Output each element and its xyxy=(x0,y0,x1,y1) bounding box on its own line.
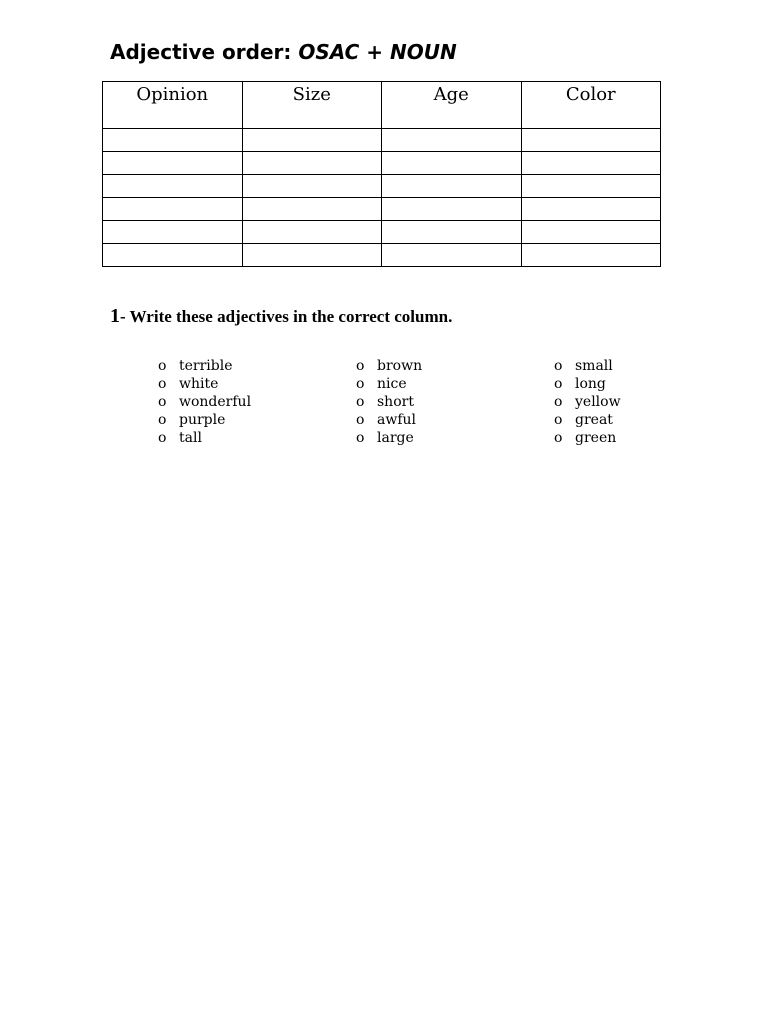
answer-cell[interactable] xyxy=(382,152,522,175)
list-item xyxy=(158,357,251,375)
bullet-icon: o xyxy=(158,394,167,410)
list-item xyxy=(356,429,422,447)
list-item xyxy=(158,411,251,429)
answer-cell[interactable] xyxy=(103,221,243,244)
list-item xyxy=(554,429,621,447)
page-title xyxy=(110,40,457,64)
answer-cell[interactable] xyxy=(242,152,382,175)
answer-cell[interactable] xyxy=(103,244,243,267)
adjective-word: wonderful xyxy=(179,394,252,410)
table-row xyxy=(103,221,661,244)
list-item xyxy=(158,375,251,393)
adjective-word: small xyxy=(575,358,613,374)
table-row xyxy=(103,198,661,221)
bullet-icon: o xyxy=(554,376,563,392)
answer-cell[interactable] xyxy=(242,129,382,152)
word-list-column-2 xyxy=(356,357,422,447)
answer-cell[interactable] xyxy=(521,152,661,175)
exercise-number: 1 xyxy=(110,305,120,327)
list-item xyxy=(158,393,251,411)
column-header-color: Color xyxy=(521,82,661,129)
table-row xyxy=(103,129,661,152)
title-prefix: Adjective order: xyxy=(110,40,299,64)
list-item xyxy=(356,393,422,411)
answer-cell[interactable] xyxy=(382,198,522,221)
adjective-word: nice xyxy=(377,376,407,392)
bullet-icon: o xyxy=(554,412,563,428)
answer-cell[interactable] xyxy=(521,244,661,267)
adjective-word: great xyxy=(575,412,613,428)
exercise-text: - Write these adjectives in the correct column. xyxy=(120,307,453,326)
bullet-icon: o xyxy=(554,394,563,410)
bullet-icon: o xyxy=(356,358,365,374)
title-formula-noun: NOUN xyxy=(390,40,457,64)
adjective-word: brown xyxy=(377,358,423,374)
adjective-word: green xyxy=(575,430,617,446)
bullet-icon: o xyxy=(356,376,365,392)
title-plus: + xyxy=(359,40,390,64)
list-item xyxy=(554,393,621,411)
answer-cell[interactable] xyxy=(521,221,661,244)
column-header-size: Size xyxy=(242,82,382,129)
adjective-order-table xyxy=(102,81,661,267)
bullet-icon: o xyxy=(356,394,365,410)
answer-cell[interactable] xyxy=(382,244,522,267)
bullet-icon: o xyxy=(554,358,563,374)
adjective-word: long xyxy=(575,376,606,392)
answer-cell[interactable] xyxy=(103,175,243,198)
answer-cell[interactable] xyxy=(242,175,382,198)
answer-cell[interactable] xyxy=(521,175,661,198)
exercise-instruction xyxy=(110,305,452,328)
bullet-icon: o xyxy=(158,376,167,392)
word-list-column-1 xyxy=(158,357,251,447)
bullet-icon: o xyxy=(356,430,365,446)
answer-cell[interactable] xyxy=(521,129,661,152)
list-item xyxy=(554,357,621,375)
table-body xyxy=(103,129,661,267)
list-item xyxy=(158,429,251,447)
list-item xyxy=(356,411,422,429)
column-header-age: Age xyxy=(382,82,522,129)
list-item xyxy=(554,375,621,393)
bullet-icon: o xyxy=(158,430,167,446)
list-item xyxy=(554,411,621,429)
table-row xyxy=(103,175,661,198)
answer-cell[interactable] xyxy=(242,198,382,221)
adjective-word: white xyxy=(179,376,219,392)
answer-cell[interactable] xyxy=(103,152,243,175)
answer-cell[interactable] xyxy=(242,244,382,267)
answer-cell[interactable] xyxy=(103,198,243,221)
adjective-word: terrible xyxy=(179,358,233,374)
answer-cell[interactable] xyxy=(382,129,522,152)
bullet-icon: o xyxy=(158,358,167,374)
word-list-column-3 xyxy=(554,357,621,447)
adjective-word: tall xyxy=(179,430,202,446)
adjective-word: short xyxy=(377,394,414,410)
adjective-word: purple xyxy=(179,412,226,428)
answer-cell[interactable] xyxy=(103,129,243,152)
list-item xyxy=(356,375,422,393)
column-header-opinion: Opinion xyxy=(103,82,243,129)
bullet-icon: o xyxy=(158,412,167,428)
list-item xyxy=(356,357,422,375)
bullet-icon: o xyxy=(554,430,563,446)
answer-cell[interactable] xyxy=(382,221,522,244)
bullet-icon: o xyxy=(356,412,365,428)
adjective-word: awful xyxy=(377,412,417,428)
answer-cell[interactable] xyxy=(382,175,522,198)
table-row xyxy=(103,244,661,267)
title-formula-osac: OSAC xyxy=(298,40,360,64)
adjective-word: yellow xyxy=(575,394,621,410)
answer-cell[interactable] xyxy=(521,198,661,221)
adjective-word: large xyxy=(377,430,414,446)
table-header-row xyxy=(103,82,661,129)
table-row xyxy=(103,152,661,175)
answer-cell[interactable] xyxy=(242,221,382,244)
